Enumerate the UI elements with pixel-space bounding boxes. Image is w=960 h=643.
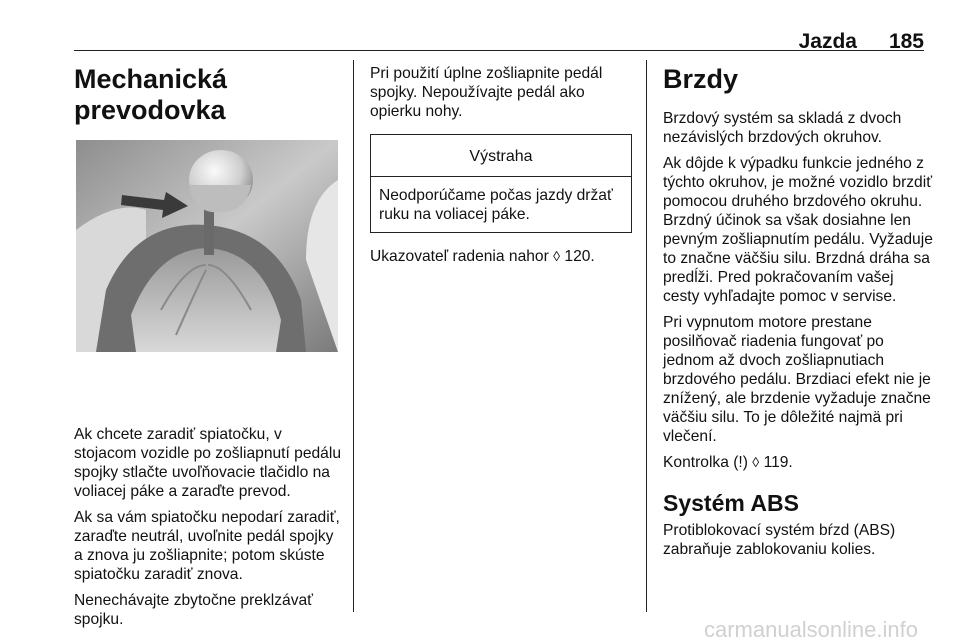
- abs-description-paragraph: Protiblokovací systém bŕzd (ABS) zabraňuje zablokovaniu kolies.: [663, 522, 896, 558]
- shift-indicator-reference: [370, 247, 632, 266]
- brake-warning-light-icon: (!): [733, 454, 748, 471]
- column-divider-2: [646, 60, 647, 612]
- title-line-1: Mechanická: [74, 64, 228, 94]
- header-rule: [74, 50, 924, 51]
- middle-column: [370, 64, 632, 273]
- clutch-slip-paragraph: Nenechávajte zbytočne preklzávať spojku.: [74, 592, 314, 628]
- right-column: [663, 64, 933, 566]
- watermark: carmanualsonline.info: [703, 617, 918, 642]
- page-reference-arrow-icon: ◊: [553, 248, 561, 264]
- brake-system-paragraph: Brzdový systém sa skladá z dvoch nezávislých brzdových okruhov.: [663, 110, 902, 146]
- title-line-2: prevodovka: [74, 95, 226, 125]
- section-title-brakes: Brzdy: [663, 64, 739, 94]
- column-divider-1: [353, 60, 354, 612]
- warning-text: Neodporúčame počas jazdy držať ruku na voliacej páke.: [379, 187, 613, 223]
- clutch-usage-paragraph: Pri použití úplne zošliapnite pedál spojky. Nepoužívajte pedál ako opierku nohy.: [370, 65, 603, 120]
- brake-warning-light-reference: [663, 453, 933, 472]
- warning-title: Výstraha: [371, 135, 631, 177]
- shift-indicator-page-ref: 120.: [564, 248, 595, 265]
- reverse-retry-paragraph: Ak sa vám spiatočku nepodarí zaradiť, zaraďte neutrál, uvoľnite pedál spojky a znova ju zošliapnite; potom skúste spiatočku zaradiť znova.: [74, 509, 340, 583]
- brake-circuit-failure-paragraph: Ak dôjde k výpadku funkcie jedného z týchto okruhov, je možné vozidlo brzdiť pomocou druhého brzdového okruhu. Brzdný účinok sa však dosiahne len pevným zošliapnutím pedálu. Vyžaduje to značne väčšiu silu. Brzdná dráha sa predĺži. Pred pokračovaním vašej cesty vyhľadajte pomoc v servise.: [663, 155, 933, 305]
- page-reference-arrow-icon: ◊: [752, 454, 760, 470]
- gear-shift-lever-photo: [76, 140, 338, 352]
- header-section-title: Jazda: [798, 30, 857, 53]
- section-title-manual-transmission: [74, 64, 342, 126]
- warning-light-label: Kontrolka: [663, 454, 729, 471]
- page-number: 185: [888, 30, 924, 53]
- section-title-abs: Systém ABS: [663, 490, 799, 516]
- warning-box: [370, 134, 632, 233]
- shift-indicator-label: Ukazovateľ radenia nahor: [370, 248, 549, 265]
- reverse-gear-paragraph: Ak chcete zaradiť spiatočku, v stojacom vozidle po zošliapnutí pedálu spojky stlačte uvoľňovacie tlačidlo na voliacej páke a zaraďte prevod.: [74, 426, 341, 500]
- warning-light-page-ref: 119.: [763, 454, 793, 471]
- engine-off-brake-paragraph: Pri vypnutom motore prestane posilňovač riadenia fungovať po jednom až dvoch zošliapnutiach brzdového pedálu. Brzdiaci efekt nie je znížený, ale brzdenie vyžaduje značne väčšiu silu. To je dôležité najmä pri vlečení.: [663, 314, 931, 445]
